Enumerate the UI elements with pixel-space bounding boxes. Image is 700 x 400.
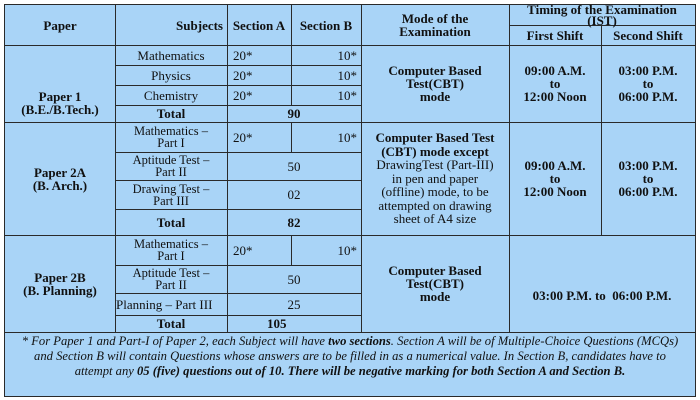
- paper2a-first-shift: [509, 122, 601, 235]
- combined-cell: 50: [287, 158, 301, 174]
- paper2a-second-shift: [601, 122, 695, 235]
- subject-line: Part I: [157, 136, 185, 150]
- mode-line: Test(CBT): [405, 276, 465, 291]
- section-a-cell: 20*: [233, 129, 253, 145]
- time-line: to: [642, 171, 654, 186]
- footnote-emphasis: two sections: [328, 334, 391, 348]
- time-line: 03:00 P.M.: [618, 158, 678, 173]
- paper1-name: [5, 45, 115, 122]
- total-value: 90: [287, 106, 301, 121]
- total-label: Total: [156, 106, 186, 121]
- section-b-cell: 10*: [337, 67, 357, 83]
- header-section-a: Section A: [232, 17, 286, 33]
- paper-title: Paper 1: [38, 89, 82, 104]
- total-label: Total: [156, 214, 186, 230]
- total-value: 82: [287, 214, 301, 230]
- mode-line: sheet of A4 size: [393, 211, 477, 227]
- subject-cell: [115, 180, 227, 209]
- mode-line: (offline) mode, to be: [381, 184, 489, 200]
- header-paper: Paper: [43, 17, 77, 33]
- subject-cell: [115, 152, 227, 180]
- paper-title: Paper 2A: [33, 164, 87, 180]
- paper-subtitle: (B. Arch.): [32, 177, 88, 193]
- subject-cell: Planning – Part III: [116, 296, 213, 312]
- subject-cell: [115, 122, 227, 152]
- header-mode: [361, 5, 509, 45]
- subject-line: Part II: [155, 165, 187, 179]
- mode-line: Test(CBT): [405, 76, 465, 91]
- paper2a-name: [5, 122, 115, 235]
- subject-line: Part III: [153, 193, 189, 208]
- mode-line: mode: [419, 89, 451, 104]
- header-mode-line: Examination: [399, 24, 471, 39]
- paper2b-timing: 03:00 P.M. to 06:00 P.M.: [532, 288, 672, 303]
- subject-line: Part I: [157, 249, 185, 263]
- header-timing-line: (IST): [587, 13, 617, 28]
- subject-cell: [115, 235, 227, 265]
- section-b-cell: 10*: [337, 242, 357, 258]
- mode-line: Computer Based Test: [375, 129, 495, 145]
- header-second-shift: Second Shift: [613, 27, 683, 43]
- section-a-cell: 20*: [233, 242, 253, 258]
- time-line: to: [549, 171, 561, 186]
- paper2a-mode: [361, 122, 509, 235]
- section-a-cell: 20*: [233, 67, 253, 83]
- section-b-cell: 10*: [337, 129, 357, 145]
- time-line: 03:00 P.M.: [618, 63, 678, 78]
- section-b-cell: 10*: [337, 47, 357, 63]
- exam-schedule-table: [4, 4, 696, 397]
- mode-line: attempted on drawing: [378, 197, 492, 213]
- footnote-text: . Section A will be of Multiple-Choice Questions (MCQs) and Section B will contain Questions whose answers are to be filled in as a numerical value. In Section B, candidates have to attempt any: [34, 334, 679, 378]
- mode-line: in pen and paper: [391, 170, 479, 186]
- footnote-text: * For Paper 1 and Part-I of Paper 2, each Subject will have: [21, 334, 329, 348]
- paper1-mode: [361, 45, 509, 122]
- subject-line: Mathematics –: [134, 124, 208, 138]
- paper-subtitle: (B. Planning): [23, 282, 97, 298]
- mode-line: Computer Based: [388, 263, 482, 278]
- subject-line: Part II: [155, 278, 187, 292]
- time-line: 09:00 A.M.: [524, 63, 586, 78]
- subject-cell: [115, 265, 227, 293]
- paper2b-mode: [361, 235, 509, 332]
- subject-line: Aptitude Test –: [132, 266, 210, 280]
- paper-title: Paper 2B: [34, 269, 86, 285]
- subject-line: Drawing Test –: [132, 181, 210, 196]
- paper-subtitle: (B.E./B.Tech.): [21, 102, 99, 117]
- time-line: 06:00 P.M.: [618, 89, 678, 104]
- time-line: 12:00 Noon: [523, 89, 587, 104]
- paper1-first-shift: [509, 45, 601, 122]
- footnote-emphasis: 05 (five) questions out of 10. There will be negative marking for both Section A and Section B.: [137, 364, 626, 378]
- total-value: 105: [267, 316, 287, 331]
- footnote: [5, 332, 695, 396]
- paper2b-name: [5, 235, 115, 332]
- time-line: 09:00 A.M.: [524, 158, 586, 173]
- subject-cell: Physics: [151, 67, 191, 83]
- section-b-cell: 10*: [337, 87, 357, 103]
- subject-cell: Chemistry: [143, 87, 199, 103]
- combined-cell: 25: [287, 296, 301, 312]
- header-timing: [509, 2, 695, 28]
- section-a-cell: 20*: [233, 87, 253, 103]
- mode-line: DrawingTest (Part-III): [376, 157, 494, 173]
- subject-line: Mathematics –: [134, 237, 208, 251]
- total-label: Total: [156, 316, 186, 331]
- mode-line: (CBT) mode except: [381, 143, 489, 159]
- header-mode-line: Mode of the: [401, 11, 469, 26]
- subject-line: Aptitude Test –: [132, 153, 210, 167]
- time-line: 06:00 P.M.: [618, 184, 678, 199]
- header-timing-line: Timing of the Examination: [527, 2, 677, 17]
- header-subjects: Subjects: [176, 17, 223, 33]
- header-section-b: Section B: [299, 17, 353, 33]
- paper1-second-shift: [601, 45, 695, 122]
- section-a-cell: 20*: [233, 47, 253, 63]
- time-line: to: [642, 76, 654, 91]
- mode-line: Computer Based: [388, 63, 482, 78]
- header-first-shift: First Shift: [526, 27, 584, 43]
- subject-cell: Mathematics: [137, 47, 205, 63]
- time-line: to: [549, 76, 561, 91]
- combined-cell: 02: [287, 187, 301, 202]
- time-line: 12:00 Noon: [523, 184, 587, 199]
- combined-cell: 50: [287, 271, 301, 287]
- mode-line: mode: [419, 289, 451, 304]
